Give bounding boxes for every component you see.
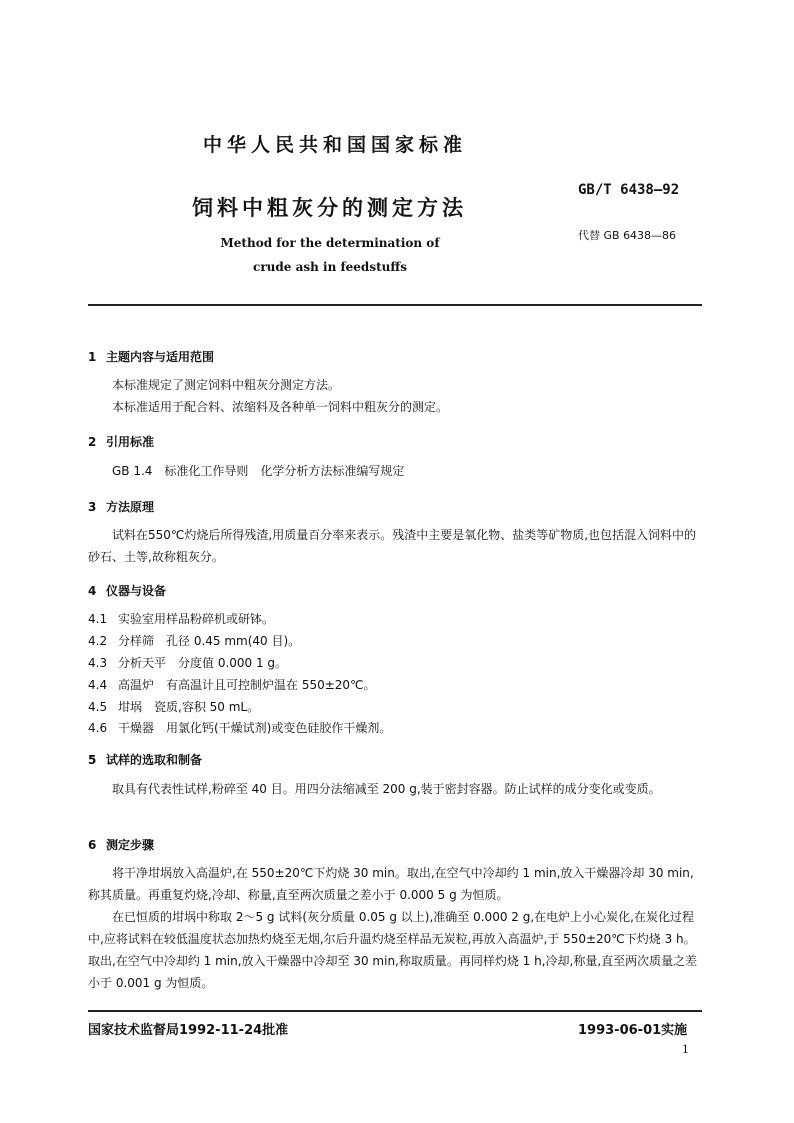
national-standard-title: 中华人民共和国国家标准	[202, 134, 467, 156]
section-number: 2	[88, 435, 97, 449]
paragraph: 本标准规定了测定饲料中粗灰分测定方法。	[112, 378, 341, 392]
section-number: 1	[88, 350, 97, 364]
document-title: 饲料中粗灰分的测定方法	[192, 196, 467, 220]
item-number: 4.1	[88, 612, 108, 626]
item-text: 分样筛 孔径 0.45 mm(40 目)。	[118, 634, 301, 648]
list-item	[88, 610, 274, 627]
item-number: 4.5	[88, 700, 108, 714]
item-text: 实验室用样品粉碎机或研钵。	[118, 612, 275, 626]
section-heading-4	[88, 582, 166, 599]
list-item	[88, 632, 300, 649]
section-title: 主题内容与适用范围	[106, 350, 215, 364]
section-heading-2	[88, 433, 154, 450]
section-number: 3	[88, 500, 97, 514]
section-title: 仪器与设备	[106, 584, 167, 598]
section-heading-5	[88, 751, 202, 768]
paragraph: 将干净坩埚放入高温炉,在 550±20℃下灼烧 30 min。取出,在空气中冷却约 1 min,放入干燥器冷却 30 min,称其质量。再重复灼烧,冷却、称量,直至两次质量之差小于 0.000 5 g 为恒质。	[88, 866, 694, 902]
section-number: 4	[88, 584, 97, 598]
section-title: 试样的选取和制备	[106, 753, 203, 767]
english-title-line-1: Method for the determination of	[220, 236, 440, 250]
section-title: 方法原理	[106, 500, 155, 514]
section-heading-6	[88, 836, 154, 853]
standard-code: GB/T 6438—92	[578, 182, 680, 198]
section-title: 引用标准	[106, 435, 155, 449]
item-number: 4.3	[88, 656, 108, 670]
item-text: 坩埚 瓷质,容积 50 mL。	[118, 700, 260, 714]
approval-date: 国家技术监督局1992-11-24批准	[88, 1023, 289, 1038]
list-item	[88, 676, 376, 693]
english-title-line-2: crude ash in feedstuffs	[253, 260, 407, 274]
effective-date: 1993-06-01实施	[578, 1023, 688, 1038]
header-divider	[88, 304, 702, 306]
page-number: 1	[682, 1043, 689, 1056]
item-number: 4.4	[88, 678, 108, 692]
item-text: 分析天平 分度值 0.000 1 g。	[118, 656, 288, 670]
footer-divider	[88, 1010, 702, 1012]
item-number: 4.2	[88, 634, 108, 648]
list-item	[88, 654, 287, 671]
section-number: 6	[88, 838, 97, 852]
paragraph: 在已恒质的坩埚中称取 2～5 g 试料(灰分质量 0.05 g 以上),准确至 0.000 2 g,在电炉上小心炭化,在炭化过程中,应将试料在较低温度状态加热灼烧至无烟,尔后升温灼烧至样品无炭粒,再放入高温炉,于 550±20℃下灼烧 3 h。取出,在空气中冷却约 1 min,放入干燥器中冷却至 30 min,称取质量。再同样灼烧 1 h,冷却,称量,直至两次质量之差小于 0.001 g 为恒质。	[88, 910, 698, 990]
section-title: 测定步骤	[106, 838, 155, 852]
section-heading-3	[88, 498, 154, 515]
paragraph: 本标准适用于配合料、浓缩料及各种单一饲料中粗灰分的测定。	[112, 400, 449, 414]
paragraph: GB 1.4 标准化工作导则 化学分析方法标准编写规定	[112, 464, 405, 478]
item-number: 4.6	[88, 721, 108, 735]
list-item	[88, 698, 259, 715]
list-item	[88, 719, 391, 736]
item-text: 高温炉 有高温计且可控制炉温在 550±20℃。	[118, 678, 376, 692]
item-text: 干燥器 用氯化钙(干燥试剂)或变色硅胶作干燥剂。	[118, 721, 392, 735]
section-heading-1	[88, 348, 214, 365]
paragraph: 试料在550℃灼烧后所得残渣,用质量百分率来表示。残渣中主要是氧化物、盐类等矿物质,也包括混入饲料中的砂石、土等,故称粗灰分。	[88, 528, 697, 564]
section-number: 5	[88, 753, 97, 767]
replaces-note: 代替 GB 6438—86	[578, 229, 677, 242]
paragraph: 取具有代表性试样,粉碎至 40 目。用四分法缩减至 200 g,装于密封容器。防止试样的成分变化或变质。	[112, 782, 661, 796]
